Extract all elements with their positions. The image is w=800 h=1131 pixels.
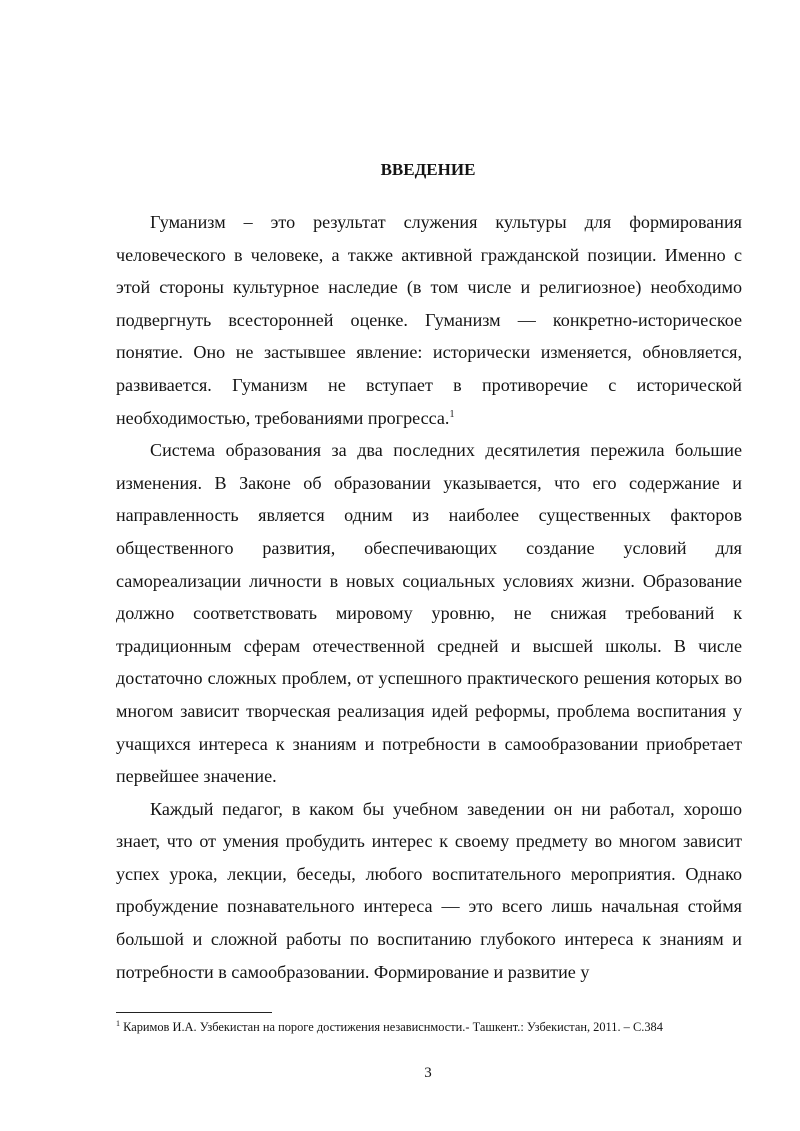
footnote-marker: 1 <box>116 1018 120 1028</box>
paragraph-3 <box>116 793 742 989</box>
footnote-separator <box>116 1012 272 1013</box>
page-number: 3 <box>424 1065 432 1081</box>
footnote-text: Каримов И.А. Узбекистан на пороге достижения независнмости.- Ташкент.: Узбекистан, 2011. – С.384 <box>120 1020 663 1034</box>
footnote-ref-1[interactable]: 1 <box>449 408 455 420</box>
footnote <box>116 1019 756 1035</box>
paragraph-2 <box>116 434 742 793</box>
chapter-heading: ВВЕДЕНИЕ <box>380 160 476 179</box>
paragraph-1 <box>116 206 742 434</box>
paragraph-2-text: Система образования за два последних десятилетия пережила большие изменения. В Законе об образовании указывается, что его содержание и направленность является одним из наиболее существенных факторов общественного развития, обеспечивающих создание условий для самореализации личности в новых социальных условиях жизни. Образование должно соответствовать мировому уровню, не снижая требований к традиционным сферам отечественной средней и высшей школы. В числе достаточно сложных проблем, от успешного практического решения которых во многом зависит творческая реализация идей реформы, проблема воспитания у учащихся интереса к знаниям и потребности в самообразовании приобретает первейшее значение. <box>116 440 742 787</box>
paragraph-3-text: Каждый педагог, в каком бы учебном заведении он ни работал, хорошо знает, что от умения пробудить интерес к своему предмету во многом зависит успех урока, лекции, беседы, любого воспитательного мероприятия. Однако пробуждение познавательного интереса — это всего лишь начальная стоймя большой и сложной работы по воспитанию глубокого интереса к знаниям и потребности в самообразовании. Формирование и развитие у <box>116 798 742 982</box>
paragraph-1-text: Гуманизм – это результат служения культуры для формирования человеческого в человеке, а также активной гражданской позиции. Именно с этой стороны культурное наследие (в том числе и религиозное) необходимо подвергнуть всесторонней оценке. Гуманизм — конкретно-историческое понятие. Оно не застывшее явление: исторически изменяется, обновляется, развивается. Гуманизм не вступает в противоречие с исторической необходимостью, требованиями прогресса. <box>116 212 742 428</box>
body-text <box>116 206 742 988</box>
